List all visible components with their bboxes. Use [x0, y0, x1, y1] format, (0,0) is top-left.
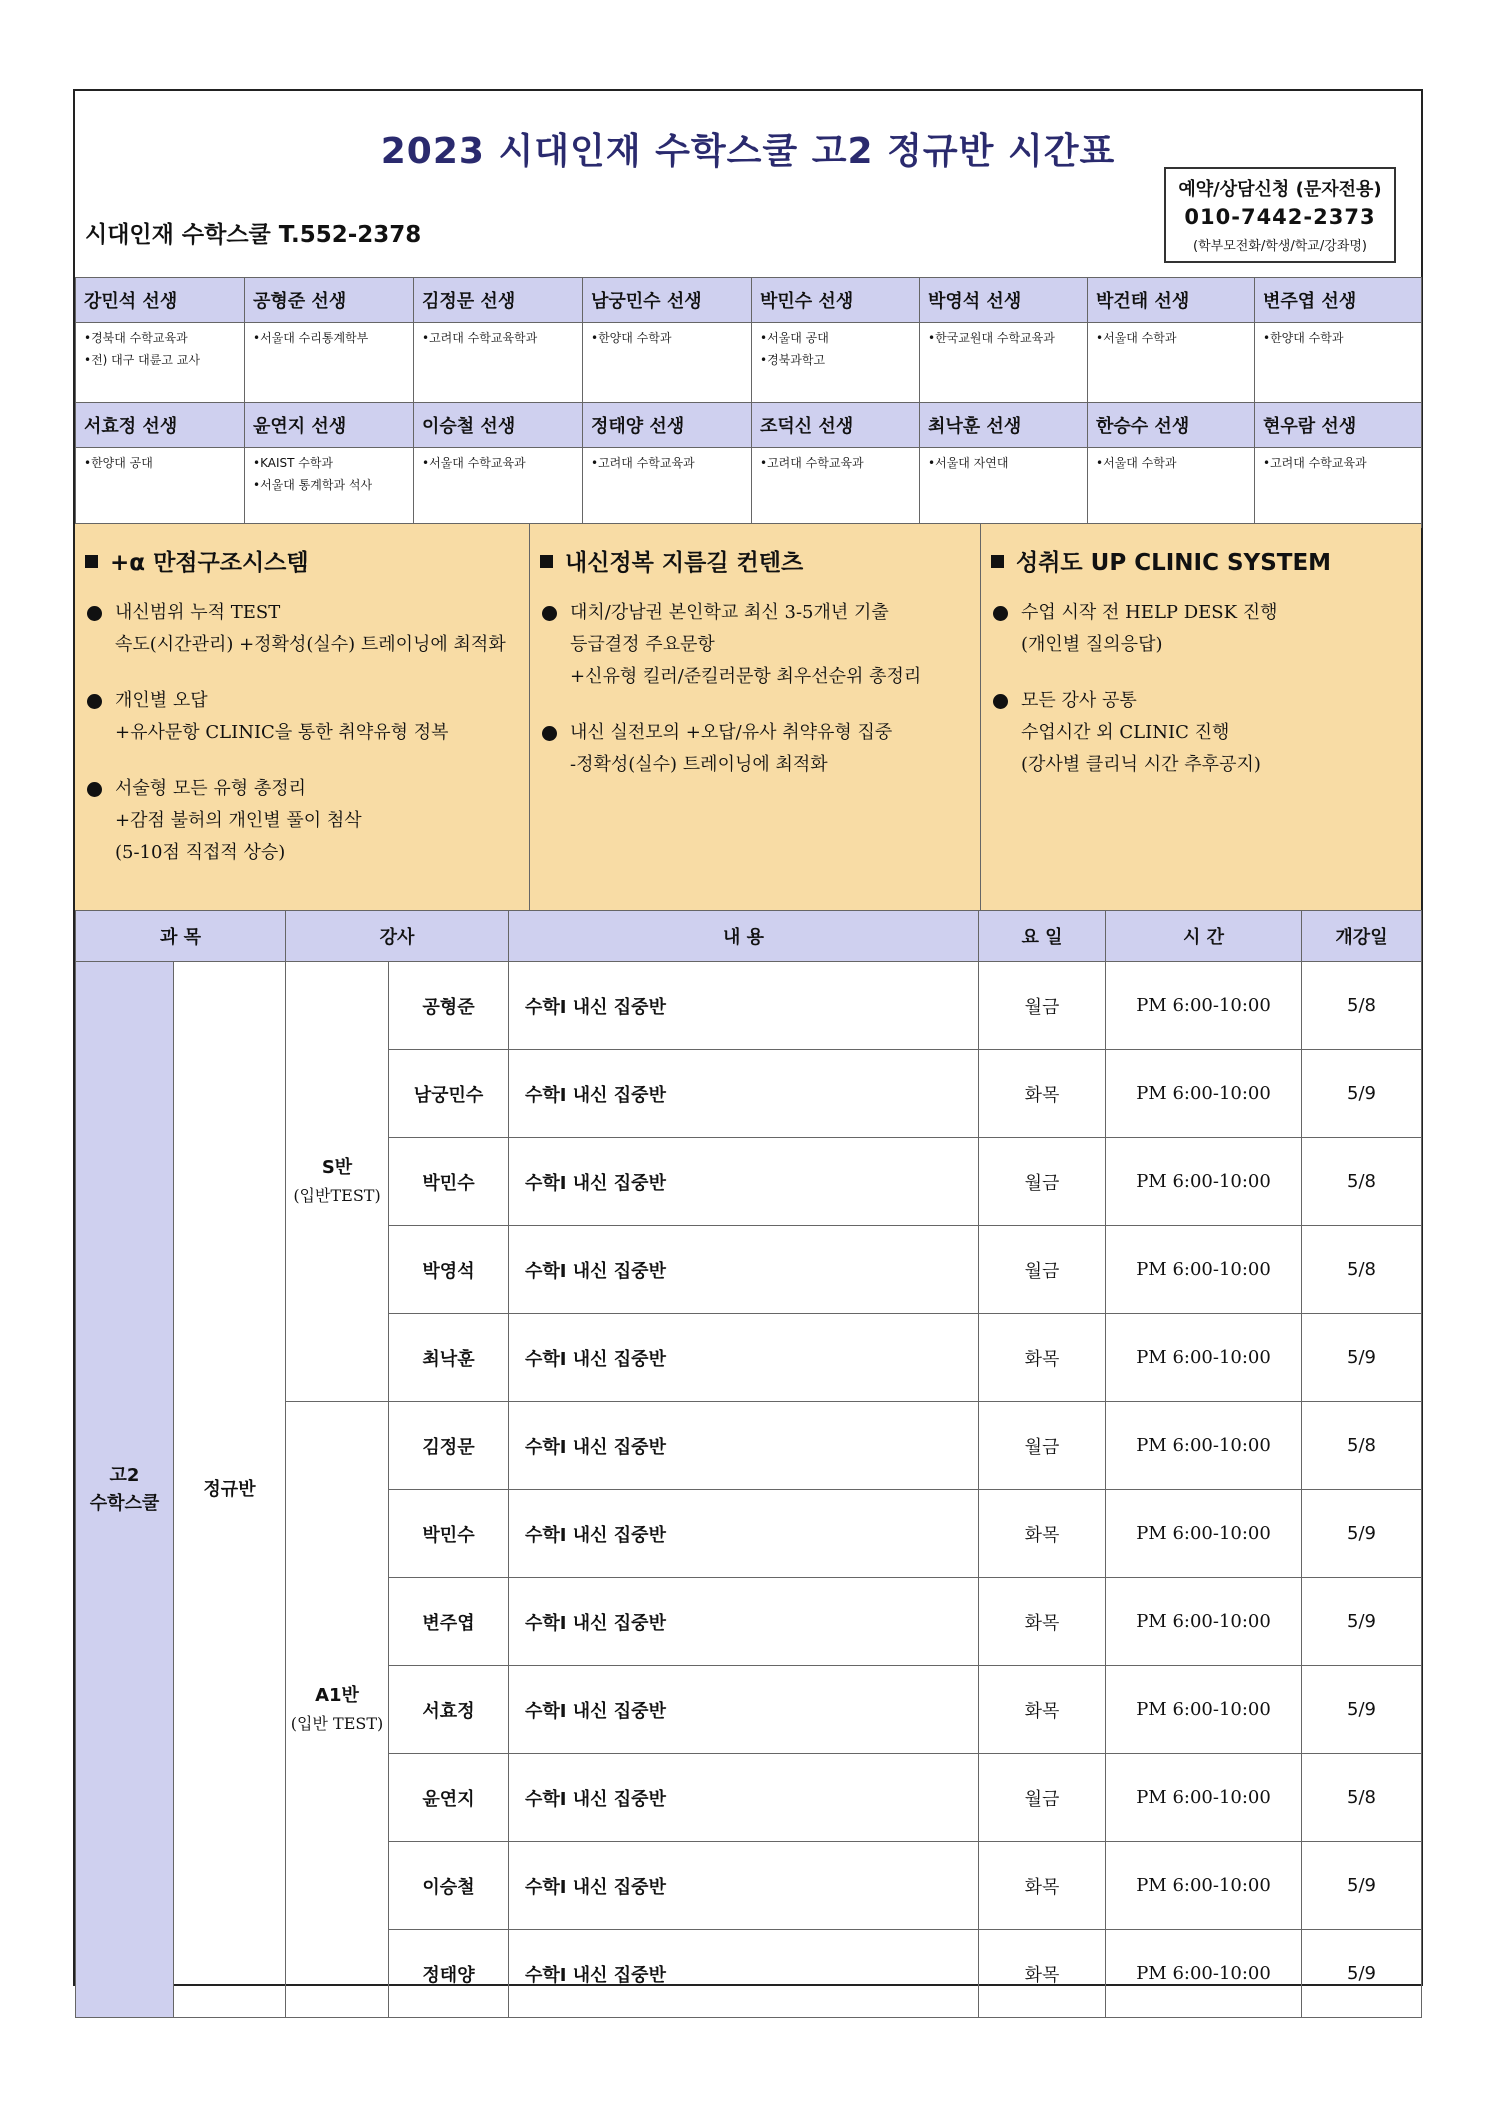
class-sub: (입반TEST): [293, 1185, 381, 1205]
bullet-dot-icon: [993, 694, 1008, 709]
teacher-info-row: [76, 448, 1422, 528]
feature-title-text: 내신정복 지름길 컨텐츠: [565, 550, 804, 576]
bullet-line: 개인별 오답: [115, 690, 208, 711]
day-cell: 월금: [979, 1402, 1106, 1490]
bullet-line: (개인별 질의응답): [1021, 634, 1163, 655]
bullet-line: (5-10점 직접적 상승): [115, 842, 286, 863]
class-cell: [286, 1402, 389, 2018]
header-subject: 과 목: [76, 911, 286, 962]
credential-line: •전) 대구 대륜고 교사: [84, 353, 200, 367]
teacher-cell: 정태양: [389, 1930, 509, 2018]
teacher-name: 정태양 선생: [583, 403, 752, 448]
teacher-name: 변주엽 선생: [1255, 278, 1422, 323]
day-cell: 월금: [979, 962, 1106, 1050]
day-cell: 월금: [979, 1226, 1106, 1314]
feature-title-text: 성취도 UP CLINIC SYSTEM: [1016, 550, 1332, 576]
bullet-line: -정확성(실수) 트레이닝에 최적화: [570, 754, 828, 775]
timetable-document: [73, 89, 1423, 1986]
content-cell: 수학Ⅰ 내신 집중반: [509, 1930, 979, 2018]
teacher-name: 현우람 선생: [1255, 403, 1422, 448]
bullet-dot-icon: [993, 606, 1008, 621]
teacher-cell: 서효정: [389, 1666, 509, 1754]
teacher-cell: 박민수: [389, 1138, 509, 1226]
teacher-credentials: [920, 323, 1088, 403]
bullet-dot-icon: [87, 606, 102, 621]
teacher-credentials: [1255, 448, 1422, 528]
start-date-cell: 5/9: [1302, 1578, 1422, 1666]
start-date-cell: 5/9: [1302, 1666, 1422, 1754]
bullet-line: 내신 실전모의 +오답/유사 취약유형 집중: [570, 722, 893, 743]
teacher-name: 박영석 선생: [920, 278, 1088, 323]
time-cell: PM 6:00-10:00: [1106, 1402, 1302, 1490]
time-cell: PM 6:00-10:00: [1106, 1138, 1302, 1226]
bullet-dot-icon: [87, 694, 102, 709]
credential-line: •서울대 자연대: [928, 456, 1009, 470]
page-title: 2023 시대인재 수학스쿨 고2 정규반 시간표: [380, 131, 1116, 172]
credential-line: •한국교원대 수학교육과: [928, 331, 1055, 345]
teacher-credentials: [76, 323, 245, 403]
bullet-dot-icon: [542, 606, 557, 621]
day-cell: 화목: [979, 1930, 1106, 2018]
teacher-cell: 남궁민수: [389, 1050, 509, 1138]
teacher-credentials: [245, 448, 414, 528]
time-cell: PM 6:00-10:00: [1106, 1578, 1302, 1666]
bullet-line: 대치/강남권 본인학교 최신 3-5개년 기출: [570, 602, 889, 623]
time-cell: PM 6:00-10:00: [1106, 1226, 1302, 1314]
header-time: 시 간: [1106, 911, 1302, 962]
time-cell: PM 6:00-10:00: [1106, 1666, 1302, 1754]
feature-title: [991, 544, 1411, 577]
content-cell: 수학Ⅰ 내신 집중반: [509, 1578, 979, 1666]
credential-line: •고려대 수학교육과: [591, 456, 695, 470]
header-start: 개강일: [1302, 911, 1422, 962]
content-cell: 수학Ⅰ 내신 집중반: [509, 1490, 979, 1578]
teacher-credentials: [583, 323, 752, 403]
start-date-cell: 5/8: [1302, 1226, 1422, 1314]
content-cell: 수학Ⅰ 내신 집중반: [509, 1050, 979, 1138]
contact-box: [1164, 167, 1396, 263]
teacher-name: 조덕신 선생: [752, 403, 920, 448]
credential-line: •고려대 수학교육과: [1263, 456, 1367, 470]
credential-line: •경북과학고: [760, 353, 826, 367]
feature-bullet: [85, 773, 519, 869]
schedule-header-row: [76, 911, 1422, 962]
schedule-table: [75, 910, 1422, 2018]
feature-bullet: [991, 685, 1411, 781]
content-cell: 수학Ⅰ 내신 집중반: [509, 1754, 979, 1842]
teacher-cell: 윤연지: [389, 1754, 509, 1842]
teacher-cell: 변주엽: [389, 1578, 509, 1666]
class-name: S반: [321, 1156, 353, 1178]
bullet-dot-icon: [542, 726, 557, 741]
credential-line: •서울대 통계학과 석사: [253, 478, 373, 492]
bullet-line: 수업 시작 전 HELP DESK 진행: [1021, 602, 1278, 623]
header-teacher: 강사: [286, 911, 509, 962]
teacher-credentials: [752, 323, 920, 403]
course-cell: 정규반: [174, 962, 286, 2018]
class-name: A1반: [315, 1684, 359, 1706]
header-day: 요 일: [979, 911, 1106, 962]
contact-number: 010-7442-2373: [1184, 205, 1376, 229]
credential-line: •고려대 수학교육학과: [422, 331, 538, 345]
day-cell: 화목: [979, 1050, 1106, 1138]
start-date-cell: 5/9: [1302, 1842, 1422, 1930]
teacher-credentials: [245, 323, 414, 403]
day-cell: 월금: [979, 1754, 1106, 1842]
bullet-line: 속도(시간관리) +정확성(실수) 트레이닝에 최적화: [115, 634, 506, 655]
credential-line: •서울대 수학교육과: [422, 456, 526, 470]
square-bullet-icon: [85, 555, 98, 568]
feature-panel: [980, 524, 1421, 911]
teacher-name: 강민석 선생: [76, 278, 245, 323]
content-cell: 수학Ⅰ 내신 집중반: [509, 1402, 979, 1490]
content-cell: 수학Ⅰ 내신 집중반: [509, 1226, 979, 1314]
feature-title: [85, 544, 519, 577]
feature-bullet: [85, 685, 519, 749]
time-cell: PM 6:00-10:00: [1106, 1314, 1302, 1402]
start-date-cell: 5/9: [1302, 1314, 1422, 1402]
content-cell: 수학Ⅰ 내신 집중반: [509, 1314, 979, 1402]
teacher-name: 남궁민수 선생: [583, 278, 752, 323]
teacher-name: 김정문 선생: [414, 278, 583, 323]
feature-bullet: [540, 717, 970, 781]
contact-note: (학부모전화/학생/학교/강좌명): [1193, 239, 1367, 254]
teacher-credentials: [414, 323, 583, 403]
time-cell: PM 6:00-10:00: [1106, 1050, 1302, 1138]
day-cell: 화목: [979, 1314, 1106, 1402]
start-date-cell: 5/9: [1302, 1930, 1422, 2018]
bullet-dot-icon: [87, 782, 102, 797]
teacher-cell: 공형준: [389, 962, 509, 1050]
feature-bullet: [85, 597, 519, 661]
bullet-line: 등급결정 주요문항: [570, 634, 715, 655]
schedule-row: [76, 962, 1422, 1050]
class-cell: [286, 962, 389, 1402]
start-date-cell: 5/8: [1302, 1754, 1422, 1842]
teacher-name-row: [76, 403, 1422, 448]
subject-cell: [76, 962, 174, 2018]
bullet-line: 내신범위 누적 TEST: [115, 602, 281, 623]
teacher-name: 한승수 선생: [1088, 403, 1255, 448]
contact-label: 예약/상담신청 (문자전용): [1178, 179, 1382, 200]
school-phone: 시대인재 수학스쿨 T.552-2378: [85, 222, 422, 248]
credential-line: •고려대 수학교육과: [760, 456, 864, 470]
teacher-name: 공형준 선생: [245, 278, 414, 323]
day-cell: 화목: [979, 1578, 1106, 1666]
day-cell: 화목: [979, 1666, 1106, 1754]
start-date-cell: 5/9: [1302, 1490, 1422, 1578]
teacher-name: 최낙훈 선생: [920, 403, 1088, 448]
credential-line: •KAIST 수학과: [253, 456, 334, 470]
credential-line: •서울대 수학과: [1096, 456, 1177, 470]
start-date-cell: 5/8: [1302, 1138, 1422, 1226]
teacher-name: 박건태 선생: [1088, 278, 1255, 323]
feature-panel: [75, 524, 529, 911]
feature-panel: [529, 524, 980, 911]
teacher-info-row: [76, 323, 1422, 403]
teacher-cell: 최낙훈: [389, 1314, 509, 1402]
bullet-line: 수업시간 외 CLINIC 진행: [1021, 722, 1230, 743]
teacher-credentials: [76, 448, 245, 528]
feature-panels: [75, 523, 1421, 912]
start-date-cell: 5/8: [1302, 962, 1422, 1050]
teacher-cell: 이승철: [389, 1842, 509, 1930]
day-cell: 월금: [979, 1138, 1106, 1226]
feature-title: [540, 544, 970, 577]
teacher-credentials: [920, 448, 1088, 528]
teacher-name: 윤연지 선생: [245, 403, 414, 448]
teacher-credentials: [1088, 323, 1255, 403]
day-cell: 화목: [979, 1842, 1106, 1930]
bullet-line: 모든 강사 공통: [1021, 690, 1137, 711]
credential-line: •한양대 수학과: [591, 331, 672, 345]
content-cell: 수학Ⅰ 내신 집중반: [509, 1842, 979, 1930]
bullet-line: +신유형 킬러/준킬러문항 최우선순위 총정리: [570, 666, 922, 687]
bullet-line: 서술형 모든 유형 총정리: [115, 778, 307, 799]
content-cell: 수학Ⅰ 내신 집중반: [509, 1666, 979, 1754]
time-cell: PM 6:00-10:00: [1106, 1930, 1302, 2018]
start-date-cell: 5/9: [1302, 1050, 1422, 1138]
feature-bullet: [540, 597, 970, 693]
credential-line: •서울대 수학과: [1096, 331, 1177, 345]
teacher-cell: 김정문: [389, 1402, 509, 1490]
credential-line: •한양대 수학과: [1263, 331, 1344, 345]
credential-line: •서울대 수리통계학부: [253, 331, 369, 345]
bullet-line: +유사문항 CLINIC을 통한 취약유형 정복: [115, 722, 449, 743]
start-date-cell: 5/8: [1302, 1402, 1422, 1490]
time-cell: PM 6:00-10:00: [1106, 962, 1302, 1050]
class-sub: (입반 TEST): [290, 1713, 384, 1733]
bullet-line: +감점 불허의 개인별 풀이 첨삭: [115, 810, 362, 831]
teacher-name: 이승철 선생: [414, 403, 583, 448]
time-cell: PM 6:00-10:00: [1106, 1754, 1302, 1842]
credential-line: •서울대 공대: [760, 331, 829, 345]
teacher-cell: 박영석: [389, 1226, 509, 1314]
square-bullet-icon: [540, 555, 553, 568]
header-content: 내 용: [509, 911, 979, 962]
teacher-credentials: [752, 448, 920, 528]
subject-line: 수학스쿨: [89, 1492, 160, 1514]
teacher-table: [75, 277, 1422, 528]
teacher-credentials: [1088, 448, 1255, 528]
content-cell: 수학Ⅰ 내신 집중반: [509, 1138, 979, 1226]
teacher-name: 서효정 선생: [76, 403, 245, 448]
content-cell: 수학Ⅰ 내신 집중반: [509, 962, 979, 1050]
teacher-credentials: [414, 448, 583, 528]
square-bullet-icon: [991, 555, 1004, 568]
feature-bullet: [991, 597, 1411, 661]
teacher-credentials: [1255, 323, 1422, 403]
credential-line: •한양대 공대: [84, 456, 153, 470]
bullet-line: (강사별 클리닉 시간 추후공지): [1021, 754, 1261, 775]
time-cell: PM 6:00-10:00: [1106, 1490, 1302, 1578]
day-cell: 화목: [979, 1490, 1106, 1578]
subject-line: 고2: [109, 1464, 140, 1486]
feature-title-text: +α 만점구조시스템: [110, 550, 309, 576]
teacher-cell: 박민수: [389, 1490, 509, 1578]
teacher-name-row: [76, 278, 1422, 323]
credential-line: •경북대 수학교육과: [84, 331, 188, 345]
teacher-name: 박민수 선생: [752, 278, 920, 323]
time-cell: PM 6:00-10:00: [1106, 1842, 1302, 1930]
teacher-credentials: [583, 448, 752, 528]
